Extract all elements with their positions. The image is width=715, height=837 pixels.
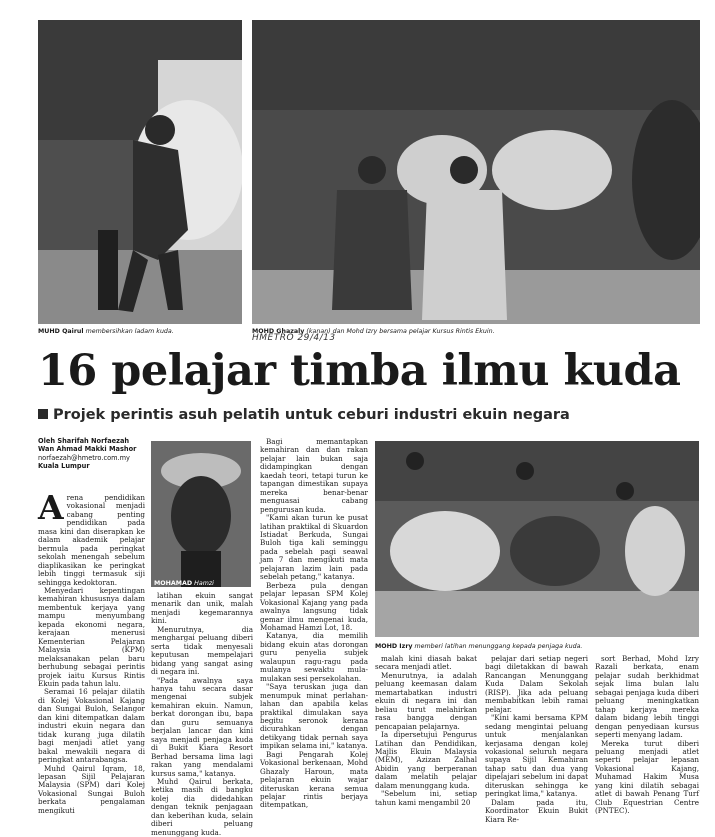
photo-portrait (151, 441, 251, 587)
drop-cap: A (38, 488, 64, 527)
photo-group-with-horses (252, 20, 700, 324)
byline (38, 437, 146, 471)
article-column-6: sort Berhad, Mohd Izry Razali berkata, enam pelajar sudah berkhidmat sejak lima bulan lalu sebagai penjaga kuda diberi peluang meningkatkan tahap kerjaya mereka dalam bidang lebih tinggi dengan penyediaan kursus seperti menyang ladam. Mereka turut diberi peluang menjadi atlet seperti pelajar lepasan Vokasional Kajang, Muhamad Hakim Musa yang kini dilatih sebagai atlet di bawah Penang Turf Club Equestrian Centre (PNTEC). (595, 654, 699, 816)
photo-caption-4: MOHD Izry memberi latihan menunggang kepada penjaga kuda. (375, 643, 583, 650)
date-stamp: HMETRO 29/4/13 (252, 333, 336, 343)
photo-caption-2: MOHD Ghazaly (kanan) dan Mohd Izry bersama pelajar Kursus Rintis Ekuin. (252, 328, 495, 335)
square-bullet-icon (38, 409, 48, 419)
byline-email: norfaezah@hmetro.com.my (38, 453, 130, 462)
article-column-5: pelajar dari setiap negeri bagi diletakkan di bawah Rancangan Menunggang Kuda Dalam Sekolah (RISP). Jika ada peluang membabitkan lebih ramai pelajar. "Kini kami bersama KPM sedang mengintai peluang untuk menjalankan kerjasama dengan kolej vokasional seluruh negara supaya Sijil Kemahiran tahap satu dan dua yang dipelajari sebelum ini dapat diteruskan sehingga ke peringkat lima," katanya. Dalam pada itu, Koordinator Ekuin Bukit Kiara Re- (485, 654, 588, 824)
headline: 16 pelajar timba ilmu kuda (38, 346, 681, 396)
photo-caption-1: MUHD Qairul membersihkan ladam kuda. (38, 328, 174, 335)
subheadline: Projek perintis asuh pelatih untuk ceburi industri ekuin negara (38, 407, 570, 423)
byline-place: Kuala Lumpur (38, 462, 90, 471)
article-column-1: Arena pendidikan vokasional menjadi cabang penting pendidikan pada masa kini dan diserapkan ke dalam akademik pelajar bermula pada peringkat sekolah menengah sebelum diaplikasikan ke peringkat lebih tinggi termasuk siji sehingga kedoktoran. Menyedari kepentingan kemahiran khususnya dalam membentuk kerjaya yang mampu menyumbang kepada ekonomi negara, kerajaan menerusi Kementerian Pelajaran Malaysia (KPM) melaksanakan pelan baru berhubung sebagai perintis projek iaitu Kursus Rintis Ekuin pada tahun lalu. Seramai 16 pelajar dilatih di Kolej Vokasional Kajang dan Sungai Buloh, Selangor dan kini ditempatkan dalam industri ekuin negara dan tidak kurang juga dilatih bagi menjadi atlet yang bakal mewakili negara di peringkat antarabangsa. Muhd Qairul Iqram, 18, lepasan Sijil Pelajaran Malaysia (SPM) dari Kolej Vokasional Sungai Buloh berkata pengalaman mengikuti (38, 488, 145, 815)
photo-caption-3: MOHAMAD Hamzi (154, 580, 214, 587)
photo-horse-shoeing (38, 20, 242, 324)
article-column-2: latihan ekuin sangat menarik dan unik, malah menjadi kegemarannya kini. Menurutnya, dia menghargai peluang diberi serta tidak menyesali keputusan mempelajari bidang yang sangat asing di negara ini. "Pada awalnya saya hanya tahu secara dasar mengenai subjek kemahiran ekuin. Namun, berkat dorongan ibu, bapa dan guru semuanya berjalan lancar dan kini saya menjadi penjaga kuda di Bukit Kiara Resort Berhad bersama lima lagi rakan yang mendalami kursus sama," katanya. Muhd Qairul berkata, ketika masih di bangku kolej dia didedahkan dengan teknik penjagaan dan keberihan kuda, selain diberi peluang menunggang kuda. (151, 591, 253, 837)
article-column-4: malah kini diasah bakat secara menjadi atlet. Menurutnya, ia adalah peluang keemasan dalam memartabatkan industri ekuin di negara ini dan beliau turut melahirkan rasa bangga dengan pencapaian pelajarnya. Ia dipersetujui Pengurus Latihan dan Pendidikan, Majlis Ekuin Malaysia (MEM), Azizan Zalhal Abidin yang berperanan dalam melatih pelajar dalam menunggang kuda. "Sebelum ini, setiap tahun kami mengambil 20 (375, 654, 477, 807)
photo-riding-training (375, 441, 699, 637)
article-column-3: Bagi memantapkan kemahiran dan dan rakan pelajar lain bukan saja didampingkan dengan kaedah teori, tetapi turun ke tapangan dimestikan supaya mereka benar-benar menguasai cabang pengurusan kuda. "Kami akan turun ke pusat latihan praktikal di Skuardon Istiadat Berkuda, Sungai Buloh tiga kali seminggu pada sebelah pagi seawal jam 7 dan mengikuti mata pelajaran lazim lain pada sebelah petang," katanya. Berbeza pula dengan pelajar lepasan SPM Kolej Vokasional Kajang yang pada awalnya langsung tidak gemar ilmu mengenai kuda, Mohamad Hamzi Lot, 18. Katanya, dia memilih bidang ekuin atas dorongan guru penyelia subjek walaupun ragu-ragu pada mulanya sewaktu mula-mulakan sesi persekolahan. "Saya teruskan juga dan menumpuk minat perlahan-lahan dan apabila kelas praktikal dimulakan saya begitu seronok kerana dicurahkan dengan detikyang tidak pernah saya impikan selama ini," katanya. Bagi Pengarah Kolej Vokasional berkenaan, Mohd Ghazaly Haroun, mata pelajaran ekuin wajar diteruskan kerana semua pelajar rintis berjaya ditempatkan, (260, 437, 368, 810)
byline-author: Oleh Sharifah Norfaezah Wan Ahmad Makki Mashor (38, 437, 137, 454)
